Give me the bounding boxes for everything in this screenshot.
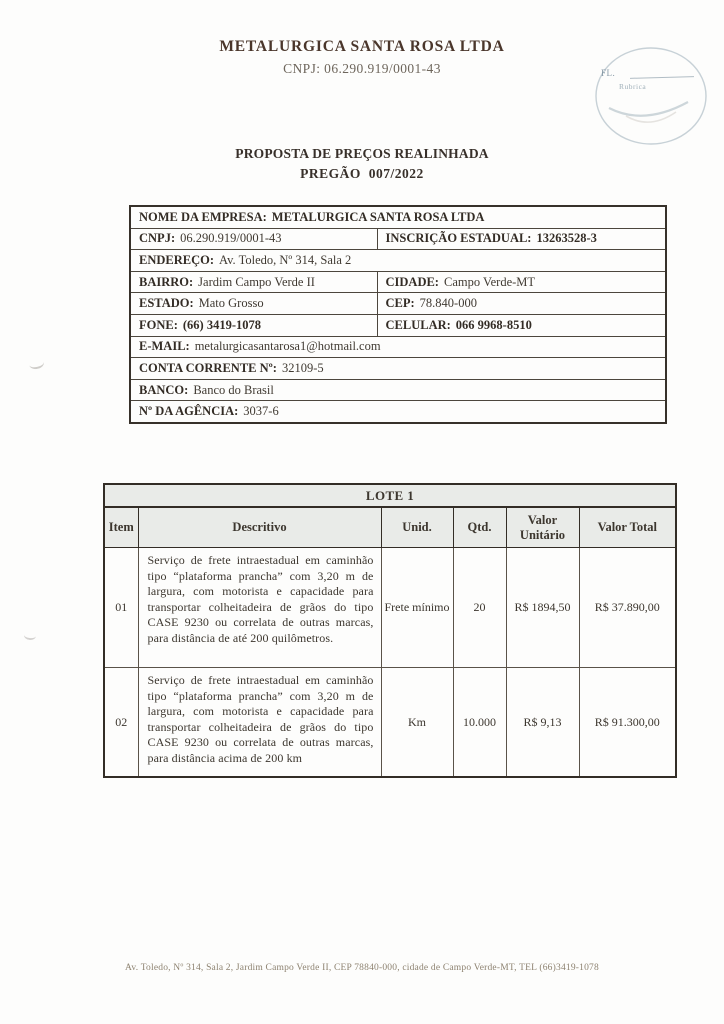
header-valor-total: Valor Total: [579, 507, 676, 548]
item-01-valor-unitario: R$ 1894,50: [506, 548, 579, 668]
row-agencia: [130, 401, 666, 423]
stamp-circle-icon: [592, 46, 710, 148]
fone-label: FONE:: [139, 317, 178, 332]
row-estado-cep: [130, 293, 666, 315]
proposal-title: PROPOSTA DE PREÇOS REALINHADA: [235, 146, 489, 161]
email-value: metalurgicasantarosa1@hotmail.com: [194, 339, 381, 354]
item-02-valor-unitario: R$ 9,13: [506, 668, 579, 778]
footer-address: Av. Toledo, Nº 314, Sala 2, Jardim Campo Verde II, CEP 78840-000, cidade de Campo Verde-MT, TEL (66)3419-1078: [125, 963, 599, 973]
cell-nome-empresa: [130, 206, 666, 228]
bairro-label: BAIRRO:: [139, 274, 194, 289]
header-unid: Unid.: [381, 507, 453, 548]
company-name: METALURGICA SANTA ROSA LTDA: [219, 38, 505, 55]
cep-value: 78.840-000: [419, 296, 477, 311]
row-email: [130, 336, 666, 358]
banco-value: Banco do Brasil: [193, 382, 274, 397]
nome-label: NOME DA EMPRESA:: [139, 209, 267, 224]
cep-label: CEP:: [385, 296, 415, 311]
stamp-fl-label: FL.: [601, 68, 616, 78]
cell-estado: [130, 293, 377, 315]
item-01-number: 01: [104, 548, 138, 668]
cnpj-label: CNPJ:: [139, 231, 176, 246]
cell-banco: [130, 379, 666, 401]
lote-title-row: [104, 484, 676, 507]
table-row-item-01: [104, 548, 676, 668]
endereco-label: ENDEREÇO:: [139, 252, 215, 267]
ie-value: 13263528-3: [536, 231, 597, 246]
cell-agencia: [130, 401, 666, 423]
header-qtd: Qtd.: [453, 507, 506, 548]
row-bairro-cidade: [130, 271, 666, 293]
table-row-item-02: [104, 668, 676, 778]
estado-value: Mato Grosso: [198, 296, 264, 311]
row-banco: [130, 379, 666, 401]
cidade-label: CIDADE:: [385, 274, 439, 289]
lote-title: LOTE 1: [104, 484, 676, 507]
fone-value: (66) 3419-1078: [182, 317, 262, 332]
conta-label: CONTA CORRENTE Nº:: [139, 360, 277, 375]
rubrica-stamp: [592, 46, 710, 148]
cell-inscricao-estadual: [377, 228, 666, 250]
endereco-value: Av. Toledo, Nº 314, Sala 2: [219, 252, 352, 267]
cell-endereco: [130, 250, 666, 272]
cell-cnpj: [130, 228, 377, 250]
cell-cep: [377, 293, 666, 315]
item-02-valor-total: R$ 91.300,00: [579, 668, 676, 778]
cell-cidade: [377, 271, 666, 293]
cell-bairro: [130, 271, 377, 293]
estado-label: ESTADO:: [139, 296, 194, 311]
cell-celular: [377, 314, 666, 336]
lote-1-table: [103, 483, 677, 778]
cell-email: [130, 336, 666, 358]
row-cnpj-ie: [130, 228, 666, 250]
lote-header-row: [104, 507, 676, 548]
item-01-qtd: 20: [453, 548, 506, 668]
agencia-value: 3037-6: [243, 404, 279, 419]
pregao-number: PREGÃO 007/2022: [300, 166, 424, 181]
cell-fone: [130, 314, 377, 336]
row-nome: [130, 206, 666, 228]
item-01-valor-total: R$ 37.890,00: [579, 548, 676, 668]
item-01-descritivo: Serviço de frete intraestadual em caminhão tipo “plataforma prancha” com 3,20 m de largura, com motorista e capacidade para transportar colheitadeira de grãos do tipo CASE 9230 ou correlata de outras marcas, para distância de até 200 quilômetros.: [138, 548, 381, 668]
row-fone-celular: [130, 314, 666, 336]
celular-value: 066 9968-8510: [455, 317, 532, 332]
item-02-number: 02: [104, 668, 138, 778]
company-info-table: [129, 205, 667, 424]
conta-value: 32109-5: [281, 360, 324, 375]
nome-value: METALURGICA SANTA ROSA LTDA: [271, 209, 485, 224]
item-02-qtd: 10.000: [453, 668, 506, 778]
header-item: Item: [104, 507, 138, 548]
cnpj-value: 06.290.919/0001-43: [180, 231, 282, 246]
header-valor-unitario: Valor Unitário: [506, 507, 579, 548]
bairro-value: Jardim Campo Verde II: [198, 274, 315, 289]
celular-label: CELULAR:: [385, 317, 451, 332]
row-endereco: [130, 250, 666, 272]
header-descritivo: Descritivo: [138, 507, 381, 548]
banco-label: BANCO:: [139, 382, 189, 397]
scan-artifact-mark: [24, 630, 37, 640]
company-cnpj: CNPJ: 06.290.919/0001-43: [283, 61, 441, 76]
agencia-label: Nº DA AGÊNCIA:: [139, 404, 239, 419]
item-02-descritivo: Serviço de frete intraestadual em caminhão tipo “plataforma prancha” com 3,20 m de largura, com motorista e capacidade para transportar colheitadeira de grãos do tipo CASE 9230 ou correlata de outras marcas, para distância acima de 200 km: [138, 668, 381, 778]
ie-label: INSCRIÇÃO ESTADUAL:: [385, 231, 532, 246]
row-conta-corrente: [130, 358, 666, 380]
email-label: E-MAIL:: [139, 339, 190, 354]
scan-artifact-mark: [28, 357, 45, 371]
item-01-unid: Frete mínimo: [381, 548, 453, 668]
cidade-value: Campo Verde-MT: [443, 274, 536, 289]
item-02-unid: Km: [381, 668, 453, 778]
stamp-rubrica-label: Rubrica: [619, 82, 647, 91]
document-title: [0, 146, 724, 182]
cell-conta-corrente: [130, 358, 666, 380]
